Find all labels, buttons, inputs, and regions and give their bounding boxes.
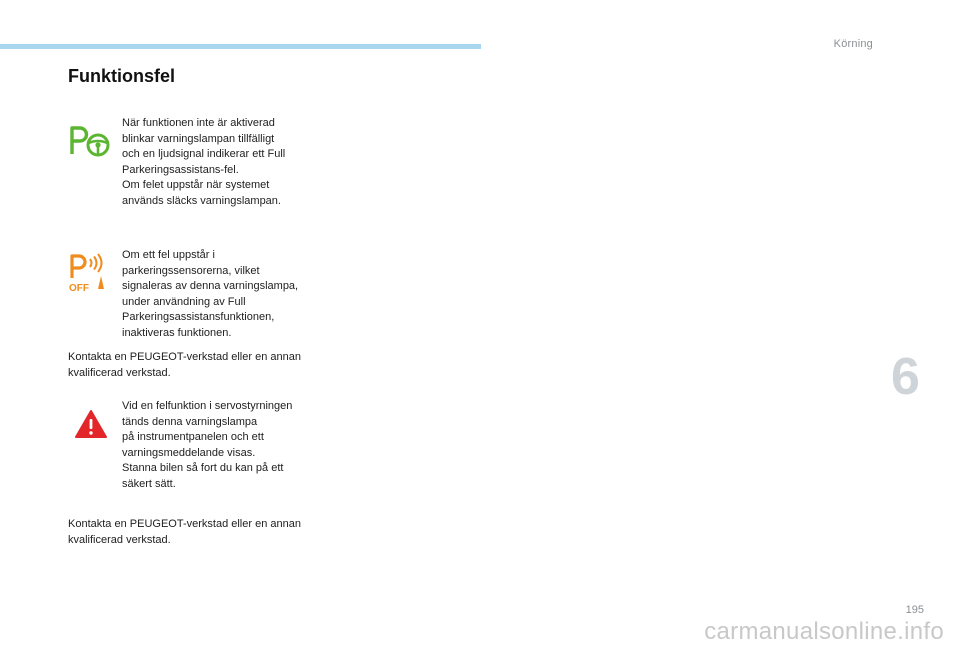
watermark: carmanualsonline.info: [704, 618, 944, 645]
page-number: 195: [905, 604, 924, 616]
header-accent-bar: [0, 44, 481, 49]
malfunction-text-2: Om ett fel uppstår i parkeringssensorerna, vilket signaleras av denna varningslampa, under användning av Full Parkeringsassistansfunktionen, inaktiveras funktionen.: [122, 249, 299, 339]
section-title: Körning: [833, 38, 873, 50]
warning-triangle-icon: [74, 409, 108, 439]
malfunction-text-1: När funktionen inte är aktiverad blinkar varningslampan tillfälligt och en ljudsignal indikerar ett Full Parkeringsassistans-fel. Om felet uppstår när systemet används släcks varningslampan.: [122, 117, 286, 207]
off-label: OFF: [69, 283, 89, 293]
contact-workshop-text-2: Kontakta en PEUGEOT-verkstad eller en annan kvalificerad verkstad.: [68, 518, 301, 546]
malfunction-text-3: Vid en felfunktion i servostyrningen tänds denna varningslampa på instrumentpanelen och ett varningsmeddelande visas. Stanna bilen så fort du kan på ett säkert sätt.: [122, 400, 293, 490]
parking-steering-wheel-icon: [70, 124, 112, 158]
page-heading: Funktionsfel: [68, 66, 175, 86]
chapter-number: 6: [891, 348, 920, 406]
parking-sensor-off-icon: [68, 253, 108, 293]
contact-workshop-text-1: Kontakta en PEUGEOT-verkstad eller en annan kvalificerad verkstad.: [68, 351, 301, 379]
